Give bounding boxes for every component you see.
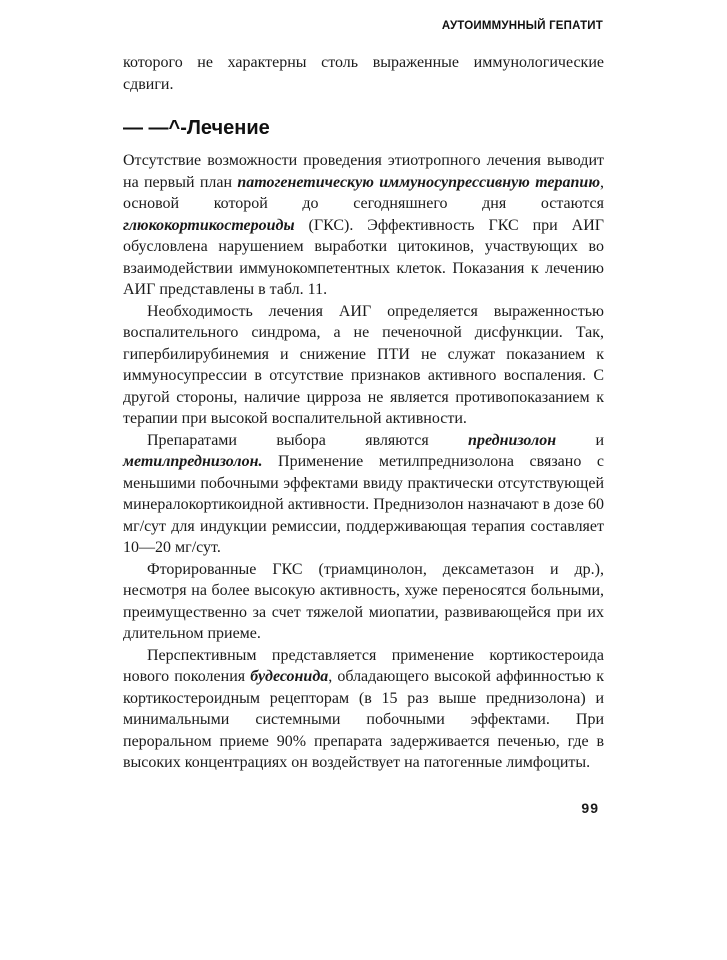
running-header: АУТОИММУННЫЙ ГЕПАТИТ: [441, 20, 603, 32]
paragraph-3-emphasis-a: преднизолон: [468, 431, 557, 449]
paragraph-1-text-c: (ГКС). Эффективность ГКС при АИГ обусловлена нарушением выработки цитокинов, участвующих во взаимодействии иммунокомпетентных клеток. Показания к лечению АИГ представлены в табл. 11.: [123, 216, 604, 298]
paragraph-3: [123, 430, 604, 559]
paragraph-4: Фторированные ГКС (триамцинолон, дексаметазон и др.), несмотря на более высокую активность, хуже переносятся больными, преимущественно за счет тяжелой миопатии, развивающейся при их длительном приеме.: [123, 560, 604, 642]
paragraph-3-text-c: Применение метилпреднизолона связано с меньшими побочными эффектами ввиду практически отсутствующей минералокортикоидной активности. Преднизолон назначают в дозе 60 мг/сут для индукции ремиссии, поддерживающая терапия составляет 10—20 мг/сут.: [123, 453, 604, 556]
page-number: 99: [581, 800, 599, 816]
paragraph-1-text-a: Отсутствие возможности проведения этиотропного лечения выводит на первый план: [123, 152, 604, 191]
section-heading: — —^-Лечение: [123, 117, 270, 139]
paragraph-2: Необходимость лечения АИГ определяется выраженностью воспалительного синдрома, а не печеночной дисфункции. Так, гипербилирубинемия и снижение ПТИ не служат показанием к иммуносупрессии в отсутствие признаков активного воспаления. С другой стороны, наличие цирроза не является противопоказанием к терапии при высокой воспалительной активности.: [123, 302, 604, 427]
paragraph-1-emphasis-b: глюкокортикостероиды: [123, 216, 295, 234]
paragraph-5-emphasis-a: будесонида: [250, 668, 329, 685]
paragraph-5-text-b: , обладающего высокой аффинностью к кортикостероидным рецепторам (в 15 раз выше преднизолона) и минимальными системными побочными эффектами. При пероральном приеме 90% препарата задерживается печенью, где в высоких концентрациях он воздействует на патогенные лимфоциты.: [123, 668, 604, 771]
continuation-paragraph: которого не характерны столь выраженные иммунологические сдвиги.: [123, 54, 604, 93]
body-text: [123, 150, 604, 774]
paragraph-5: [123, 645, 604, 774]
paragraph-1: [123, 150, 604, 301]
paragraph-1-emphasis-a: патогенетическую иммуносупрессивную терапию: [237, 173, 600, 191]
paragraph-1-text-b: , основой которой до сегодняшнего дня остаются: [123, 173, 604, 212]
paragraph-3-text-b: и: [556, 431, 605, 449]
continuation-text: [123, 52, 604, 95]
paragraph-3-emphasis-b: метилпреднизолон.: [123, 453, 263, 470]
paragraph-5-text-a: Перспективным представляется применение кортикостероида нового поколения: [123, 646, 604, 685]
paragraph-3-text-a: Препаратами выбора являются: [147, 431, 469, 449]
